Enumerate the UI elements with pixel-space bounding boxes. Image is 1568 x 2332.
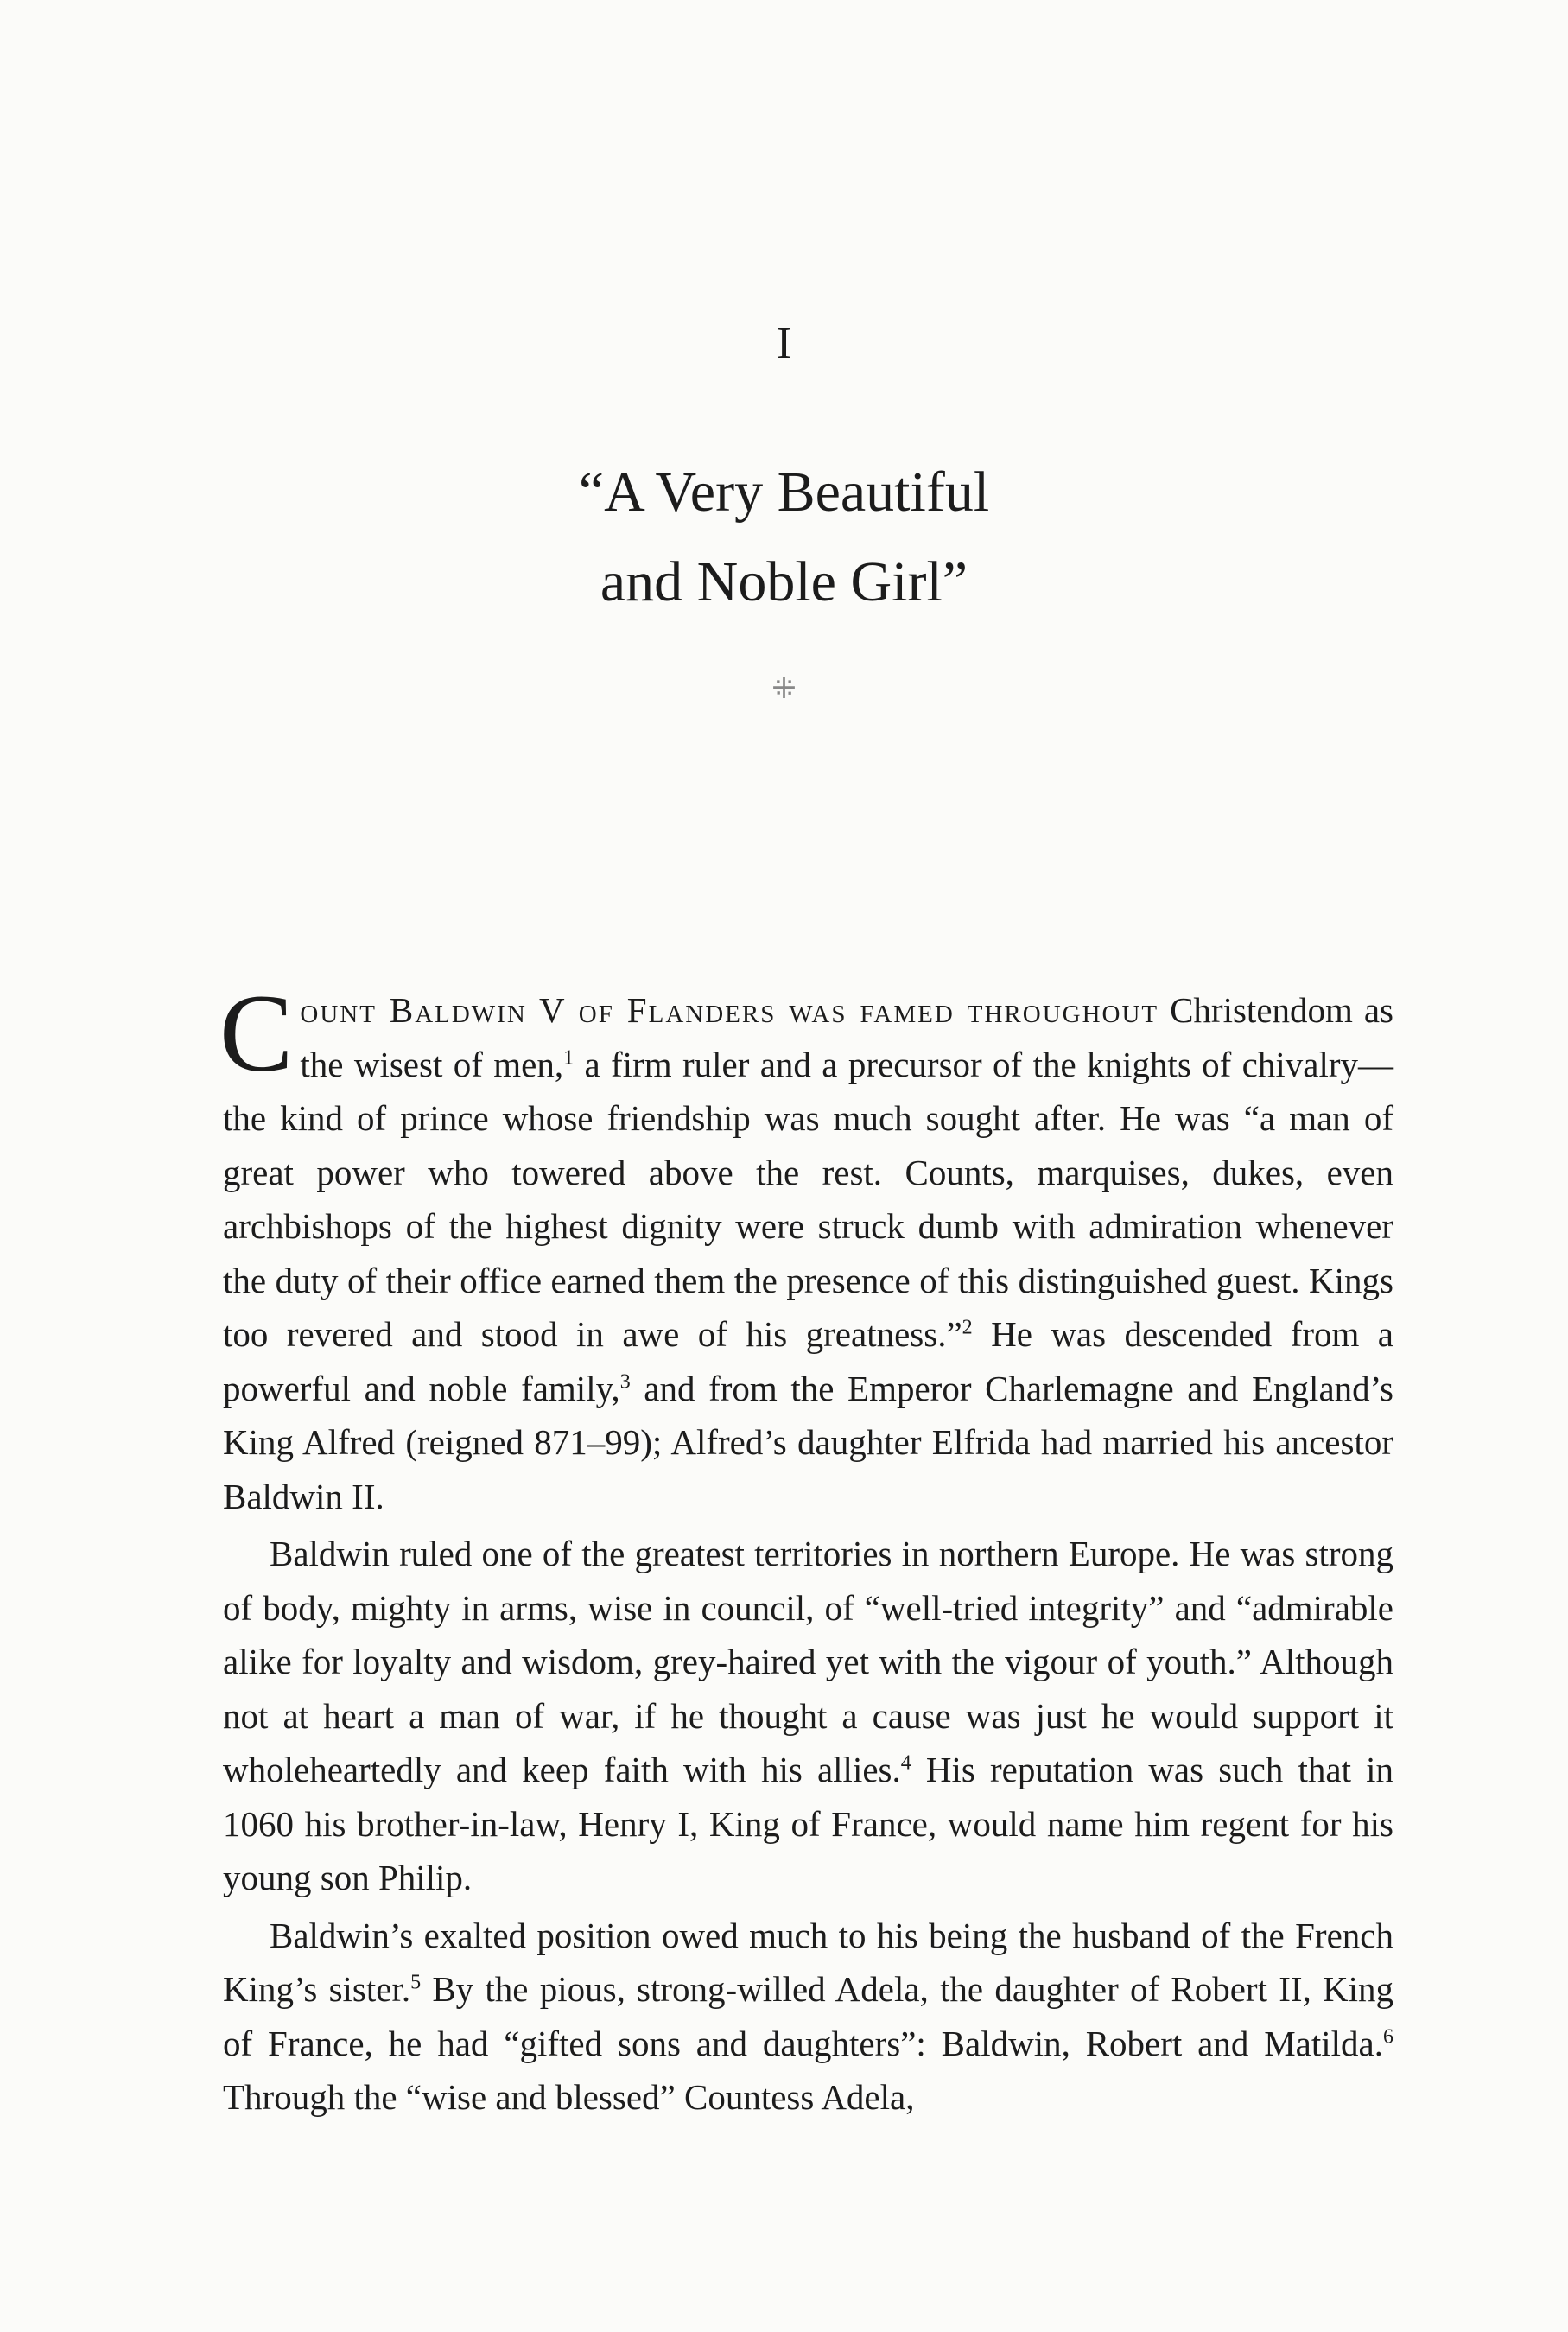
footnote-marker: 5 — [410, 1971, 422, 1994]
chapter-title-line-2: and Noble Girl” — [600, 550, 968, 613]
paragraph-text: By the pious, strong-willed Adela, the daughter of Robert II, King of France, he had “gifted sons and daughters”: Baldwin, Robert and Matilda. — [223, 1969, 1393, 2063]
paragraph-text: Baldwin ruled one of the greatest territories in northern Europe. He was strong of body, mighty in arms, wise in council, of “well-tried integrity” and “admirable alike for loyalty and wisdom, grey-haired yet with the vigour of youth.” Although not at heart a man of war, if he thought a cause was just he would support it wholeheartedly and keep faith with his allies. — [223, 1534, 1393, 1789]
chapter-number: I — [776, 319, 792, 368]
footnote-marker: 2 — [962, 1316, 973, 1339]
paragraph-text: a firm ruler and a precursor of the knights of chivalry—the kind of prince whose friendship was much sought after. He was “a man of great power who towered above the rest. Counts, marquises, dukes, even archbishops of the highest dignity were struck dumb with admiration whenever the duty of their office earned them the presence of this distinguished guest. Kings too revered and stood in awe of his greatness.” — [223, 1044, 1393, 1354]
footnote-marker: 6 — [1383, 2024, 1393, 2048]
chapter-title-line-1: “A Very Beautiful — [578, 461, 990, 524]
paragraph-text: Through the “wise and blessed” Countess Adela, — [223, 2077, 915, 2117]
body-text — [219, 972, 1394, 2125]
opening-small-caps: ount Baldwin V of Flanders was famed throughout — [300, 990, 1159, 1030]
footnote-marker: 4 — [900, 1751, 911, 1775]
paragraph-text: Christendom as the wisest of men, — [300, 990, 1394, 1084]
paragraph-text: He was descended from a powerful and noble family, — [223, 1314, 1394, 1408]
footnote-marker: 3 — [619, 1369, 631, 1393]
asterism-ornament-icon: ⁜ — [771, 671, 797, 706]
chapter-title — [0, 448, 1568, 627]
drop-cap: C — [219, 972, 294, 1095]
paragraph-2 — [223, 1527, 1393, 1905]
paragraph-3 — [223, 1909, 1393, 2125]
paragraph-1 — [219, 972, 1394, 1523]
paragraph-text: and from the Emperor Charlemagne and England’s King Alfred (reigned 871–99); Alfred’s daughter Elfrida had married his ancestor Baldwin II. — [223, 1368, 1393, 1516]
paragraph-text: His reputation was such that in 1060 his brother-in-law, Henry I, King of France, would name him regent for his young son Philip. — [223, 1750, 1393, 1897]
paragraph-text: Baldwin’s exalted position owed much to his being the husband of the French King’s sister. — [223, 1915, 1393, 2009]
footnote-marker: 1 — [563, 1045, 575, 1069]
